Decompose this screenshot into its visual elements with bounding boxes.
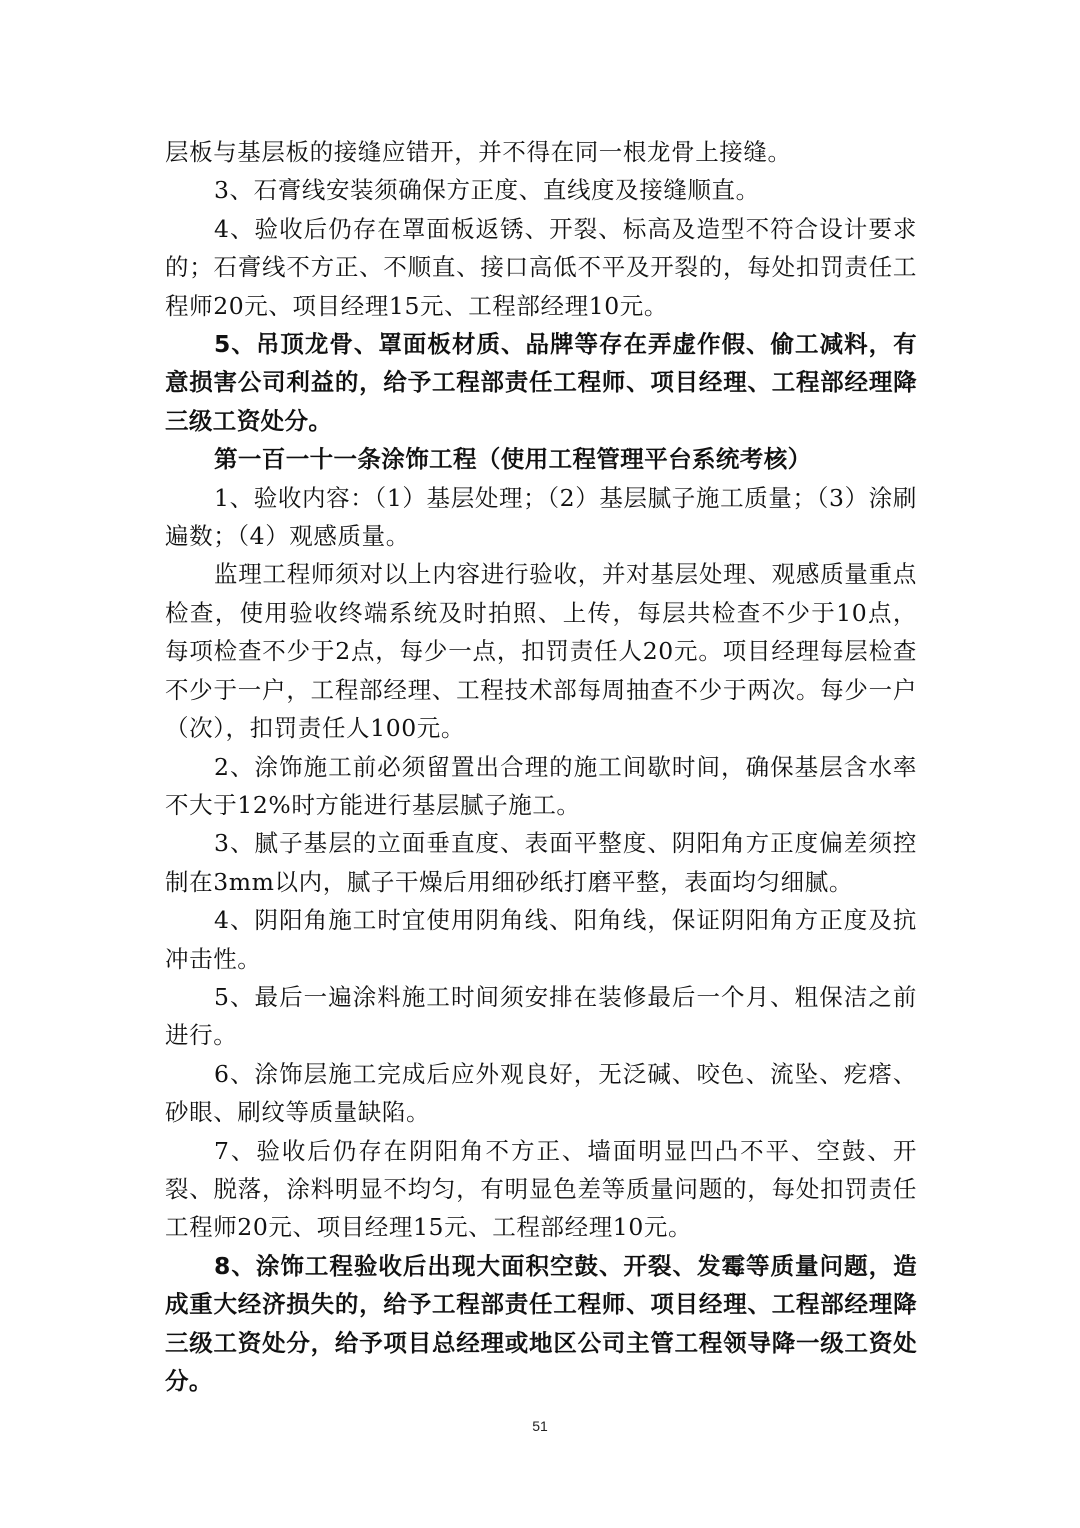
page-number: 51: [532, 1418, 548, 1434]
paragraph-supervision-check: 监理工程师须对以上内容进行验收，并对基层处理、观感质量重点检查，使用验收终端系统及时拍照、上传，每层共检查不少于10点，每项检查不少于2点，每少一点，扣罚责任人20元。项目经理每层检查不少于一户，工程部经理、工程技术部每周抽查不少于两次。每少一户（次），扣罚责任人100元。: [165, 560, 917, 743]
paragraph-gypsum-line: 3、石膏线安装须确保方正度、直线度及接缝顺直。: [214, 176, 760, 205]
paragraph-final-coat: 5、最后一遍涂料施工时间须安排在装修最后一个月、粗保洁之前进行。: [165, 982, 917, 1050]
document-body: [165, 133, 917, 1400]
paragraph-moisture: 2、涂饰施工前必须留置出合理的施工间歇时间，确保基层含水率不大于12%时方能进行基层腻子施工。: [165, 752, 917, 819]
paragraph-acceptance-content: 1、验收内容：（1）基层处理；（2）基层腻子施工质量；（3）涂刷遍数；（4）观感质量。: [165, 483, 917, 551]
paragraph-major-loss-penalty: 8、涂饰工程验收后出现大面积空鼓、开裂、发霉等质量问题，造成重大经济损失的，给予工程部责任工程师、项目经理、工程部经理降三级工资处分，给予项目总经理或地区公司主管工程领导降一级工资处分。: [165, 1251, 917, 1395]
paragraph-inspection-penalty: 4、验收后仍存在罩面板返锈、开裂、标高及造型不符合设计要求的；石膏线不方正、不顺直、接口高低不平及开裂的，每处扣罚责任工程师20元、项目经理15元、工程部经理10元。: [165, 214, 917, 320]
paragraph-defect-penalty: 7、验收后仍存在阴阳角不方正、墙面明显凹凸不平、空鼓、开裂、脱落，涂料明显不均匀，有明显色差等质量问题的，每处扣罚责任工程师20元、项目经理15元、工程部经理10元。: [165, 1136, 917, 1242]
paragraph-putty: 3、腻子基层的立面垂直度、表面平整度、阴阳角方正度偏差须控制在3mm以内，腻子干燥后用细砂纸打磨平整，表面均匀细腻。: [165, 829, 917, 896]
paragraph-appearance: 6、涂饰层施工完成后应外观良好，无泛碱、咬色、流坠、疙瘩、砂眼、刷纹等质量缺陷。: [165, 1059, 917, 1127]
paragraph-corner-lines: 4、阴阳角施工时宜使用阴角线、阳角线，保证阴阳角方正度及抗冲击性。: [165, 906, 917, 973]
paragraph-continuation: 层板与基层板的接缝应错开，并不得在同一根龙骨上接缝。: [165, 138, 792, 166]
article-heading: 第一百一十一条涂饰工程（使用工程管理平台系统考核）: [214, 445, 812, 474]
paragraph-fraud-penalty: 5、吊顶龙骨、罩面板材质、品牌等存在弄虚作假、偷工减料，有意损害公司利益的，给予工程部责任工程师、项目经理、工程部经理降三级工资处分。: [165, 330, 917, 435]
